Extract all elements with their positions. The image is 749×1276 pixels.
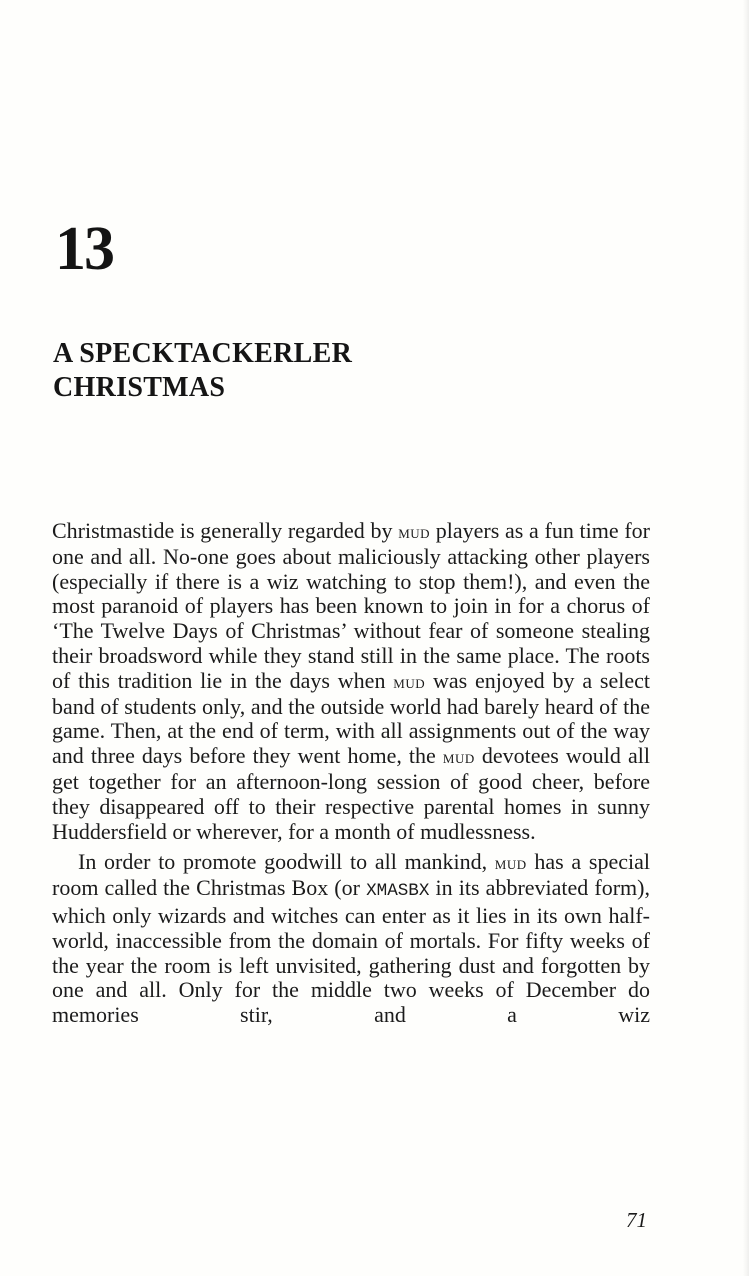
paragraph-1-text-c: was enjoyed by a select band of students only, and the outside world had barely heard of the game. Then, at the end of term, with all assignments out of the way and three days before they went home, the (52, 667, 651, 769)
paragraph-1 (52, 519, 650, 844)
mud-term: mud (442, 747, 475, 768)
paragraph-2 (52, 850, 650, 1028)
paragraph-2-text-a: In order to promote goodwill to all mankind, (78, 849, 495, 875)
paragraph-1-text-a: Christmastide is generally regarded by (52, 518, 399, 543)
chapter-number: 13 (55, 215, 113, 283)
chapter-title (53, 337, 352, 405)
paragraph-1-text-d: devotees would all get together for an afternoon-long session of good cheer, before they disappeared off to their respective parental homes in sunny Huddersfield or wherever, for a month of mudlessness. (52, 743, 650, 844)
page-number: 71 (626, 1208, 647, 1232)
mud-term: mud (494, 853, 527, 874)
mud-term: mud (398, 522, 431, 542)
page-edge-shadow (743, 0, 749, 1276)
paragraph-2-text-c: in its abbreviated form), which only wizards and witches can enter as it lies in its own half-world, inaccessible from the domain of mortals. For fifty weeks of the year the room is left unvisited, gathering dust and forgotten by one and all. Only for the middle two weeks of December do memories stir, and a wiz (52, 875, 650, 1028)
mud-term: mud (393, 671, 426, 692)
chapter-title-line-2: CHRISTMAS (53, 372, 226, 403)
paragraph-1-text-b: players as a fun time for one and all. No-one goes about maliciously attacking other players (especially if there is a wiz watching to stop them!), and even the most paranoid of players has been known to join in for a chorus of ‘The Twelve Days of Christmas’ without fear of someone stealing their broadsword while they stand still in the same place. The roots of this tradition lie in the days when (52, 518, 650, 693)
chapter-title-line-1: A SPECKTACKERLER (53, 338, 353, 369)
body-text (52, 519, 650, 1028)
paragraph-2-text-b: has a special room called the Christmas Box (or (52, 849, 650, 901)
room-code: XMASBX (366, 881, 430, 902)
